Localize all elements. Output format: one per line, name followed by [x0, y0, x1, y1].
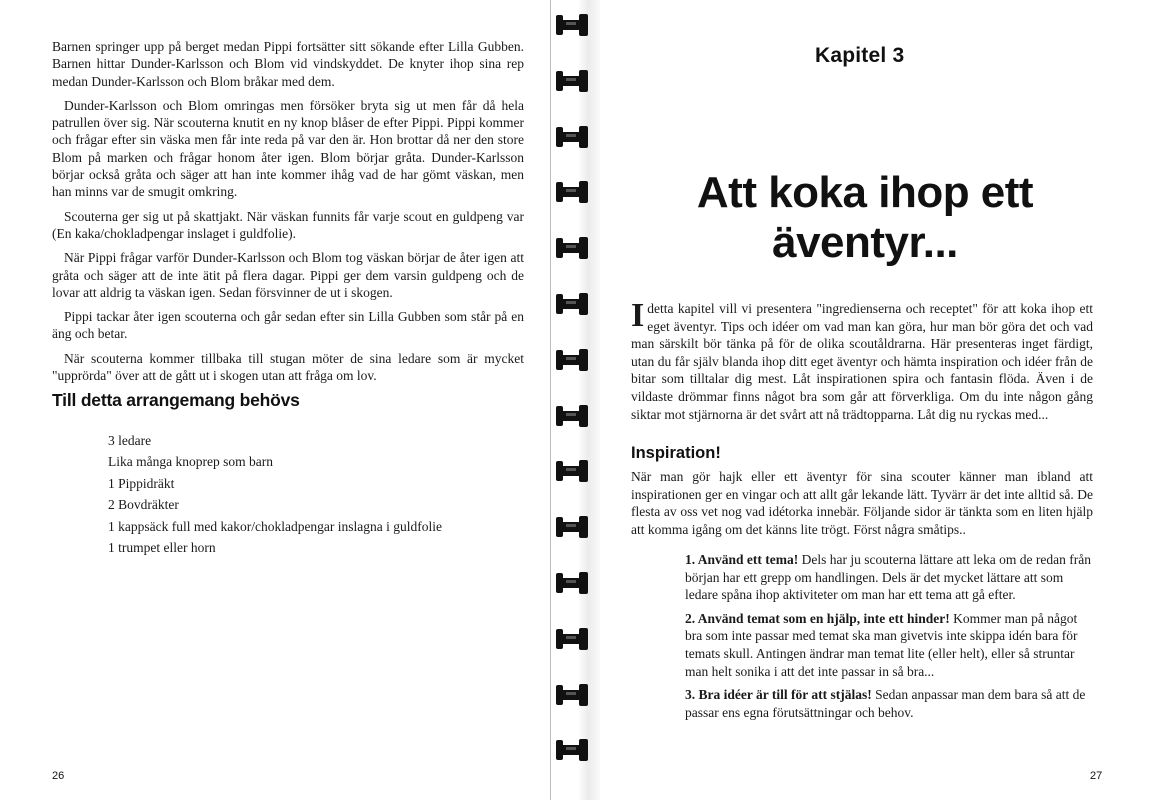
binding-ring — [554, 514, 590, 540]
intro-text: detta kapitel vill vi presentera "ingredienserna och receptet" för att koka ihop ett eget äventyr. Tips och idéer om vad man kan göra, hur man bör göra det och vad man särskilt bör tänka på för de olika scoutåldrarna. Här presenteras inget färdigt, utan du får själv blanda ihop ditt eget äventyr och hämta inspiration och idéer från de bitar som tilltalar dig mest. Låt inspirationen spira och fantasin flöda. Även i de vildaste drömmar finns något bra som går att förverkliga. Om du inte någon gång siktar mot stjärnorna är det svårt att nå trädtopparna. Låt dig nu ryckas med... — [631, 301, 1093, 422]
tip-item — [685, 686, 1093, 721]
binding-ring — [554, 235, 590, 261]
list-item: 2 Bovdräkter — [108, 497, 179, 513]
binding-ring — [554, 737, 590, 763]
binding-ring — [554, 458, 590, 484]
binding-ring — [554, 291, 590, 317]
intro-paragraph — [631, 297, 1093, 423]
drop-cap: I — [631, 297, 645, 334]
spiral-binding — [548, 0, 600, 800]
binding-ring — [554, 347, 590, 373]
binding-ring — [554, 124, 590, 150]
binding-ring — [554, 403, 590, 429]
right-page — [600, 0, 1149, 800]
binding-ring — [554, 179, 590, 205]
tip-text: Dels har ju scouterna lättare att leka om de redan från början har ett grepp om handlingen. Dels är det mycket lättare att som ledare spåna ihop aktiviteter om man har ett tema att gå efter. — [685, 552, 1091, 603]
inspiration-heading: Inspiration! — [631, 444, 721, 462]
list-item: 3 ledare — [108, 433, 152, 448]
list-item: 1 Pippidräkt — [108, 475, 175, 491]
binding-ring — [554, 68, 590, 94]
chapter-label: Kapitel 3 — [815, 44, 905, 67]
tip-text: Sedan anpassar man dem bara så att de passar ens egna förutsättningar och behov. — [685, 687, 1086, 720]
left-page — [0, 0, 560, 800]
chapter-title — [630, 168, 1100, 268]
paragraph: Pippi tackar åter igen scouterna och går sedan efter sin Lilla Gubben som står på en äng och betar. — [52, 309, 524, 342]
tip-item — [685, 610, 1093, 680]
binding-ring — [554, 682, 590, 708]
page-number-left: 26 — [52, 770, 65, 782]
tips-list — [685, 551, 1093, 727]
paragraph: Scouterna ger sig ut på skattjakt. När väskan funnits får varje scout en guldpeng var (En kaka/chokladpengar inslaget i guldfolie). — [52, 208, 524, 241]
chapter-title-line: Att koka ihop ett — [696, 168, 1034, 217]
paragraph: När scouterna kommer tillbaka till stugan möter de sina ledare som är mycket "upprörda" över att de gått ut i skogen utan att fråga om lov. — [52, 350, 524, 384]
supply-list — [108, 430, 442, 558]
left-body-text — [52, 38, 524, 391]
tip-text: Kommer man på något bra som inte passar med temat ska man givetvis inte skippa idén bara för temats skull. Antingen ändrar man temat lite (eller helt), eller så struntar man helt sonika i att det inte passar in så bra... — [685, 610, 1078, 679]
page-number-right: 27 — [1090, 770, 1103, 782]
list-item: 1 kappsäck full med kakor/chokladpengar inslagna i guldfolie — [108, 518, 443, 534]
tip-title: 2. Använd temat som en hjälp, inte ett hinder! — [685, 610, 950, 626]
inspiration-text: När man gör hajk eller ett äventyr för sina scouter känner man ibland att inspirationen ger en vingar och att allt går lekande lätt. Tyvärr är det inte alltid så. De flesta av oss vet nog vad idétorka innebär. Följande sidor är tänkta som en liten hjälp att komma igång om det känns lite trögt. Först några småtips.. — [631, 469, 1093, 537]
paragraph: När Pippi frågar varför Dunder-Karlsson och Blom tog väskan börjar de åter igen att gråta och säger att de inte ätit på flera dagar. Pippi ger dem varsin guldpeng och de lovar att aldrig ta väskan igen. Sedan försvinner de ut i skogen. — [52, 250, 524, 300]
tip-item — [685, 551, 1093, 604]
binding-ring — [554, 626, 590, 652]
tip-title: 3. Bra idéer är till för att stjälas! — [685, 687, 872, 703]
gutter-shadow — [578, 0, 600, 800]
binding-ring — [554, 12, 590, 38]
paragraph: Barnen springer upp på berget medan Pippi fortsätter sitt sökande efter Lilla Gubben. Barnen hittar Dunder-Karlsson och Blom vid vindskyddet. De knyter ihop sina rep medan Dunder-Karlsson och Blom bråkar med dem. — [52, 39, 524, 89]
binding-ring — [554, 570, 590, 596]
chapter-title-line: äventyr... — [772, 218, 958, 267]
tip-title: 1. Använd ett tema! — [685, 552, 799, 567]
page-edge-line — [550, 0, 551, 800]
paragraph: Dunder-Karlsson och Blom omringas men försöker bryta sig ut men får då hela patrullen över sig. När scouterna knutit en ny knop blåser de efter Pippi. Pippi kommer och frågar efter sin väska men får inte reda på var den är. Hon brottar då ner den store Blom på marken och frågar honom åter igen. Blom börjar gråta. Dunder-Karlsson börjar också gråta och säger att han inte kommer ihåg vad de har gömt väskan, men han minns var de smugit omkring. — [52, 97, 524, 200]
section-heading: Till detta arrangemang behövs — [52, 390, 300, 410]
list-item: 1 trumpet eller horn — [108, 540, 216, 556]
list-item: Lika många knoprep som barn — [108, 454, 273, 470]
